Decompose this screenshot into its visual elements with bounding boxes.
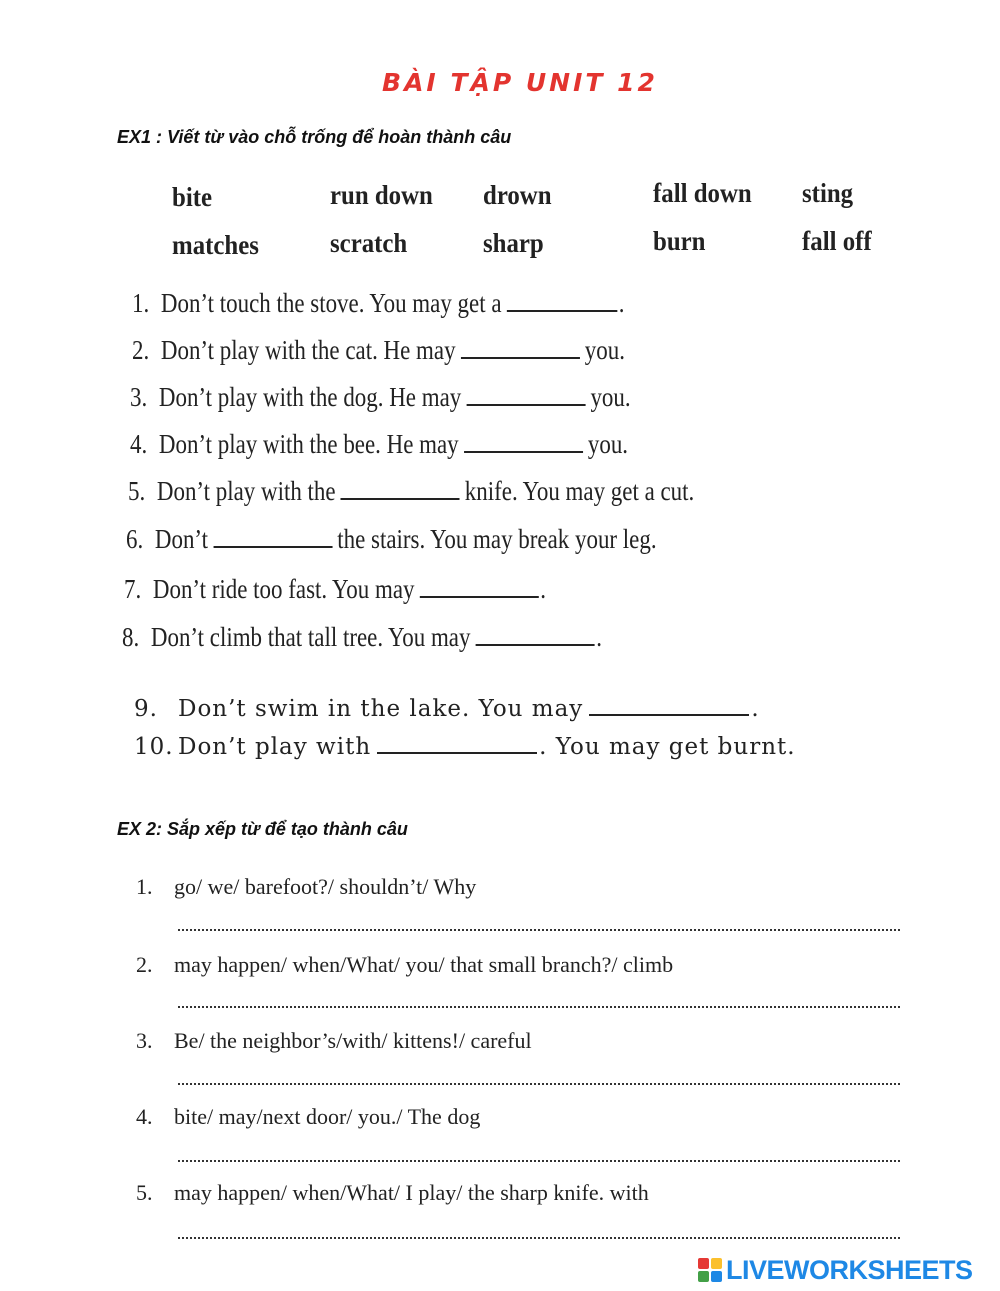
answer-blank[interactable] — [341, 478, 460, 500]
ex1-sentence — [130, 429, 628, 460]
sentence-number: 6. — [126, 524, 144, 554]
sentence-text: Don’t play with — [178, 734, 372, 760]
sentence-number: 10. — [134, 734, 174, 760]
answer-line[interactable] — [178, 1237, 900, 1239]
word-bank-item: fall down — [653, 178, 752, 208]
sentence-number: 2. — [132, 335, 150, 365]
answer-blank[interactable] — [507, 290, 618, 312]
answer-blank[interactable] — [213, 526, 332, 548]
answer-blank[interactable] — [420, 576, 539, 598]
item-number: 5. — [136, 1180, 153, 1205]
answer-blank[interactable] — [461, 337, 580, 359]
item-text: may happen/ when/What/ you/ that small branch?/ climb — [174, 952, 674, 977]
logo-square — [711, 1271, 722, 1282]
sentence-number: 4. — [130, 429, 148, 459]
item-number: 2. — [136, 952, 153, 977]
sentence-text: knife. You may get a cut. — [464, 476, 695, 506]
sentence-number: 8. — [122, 622, 140, 652]
sentence-text: Don’t play with the cat. He may — [160, 335, 456, 365]
word-bank-item: sting — [802, 178, 854, 208]
logo-mark-icon — [698, 1258, 722, 1282]
sentence-text: Don’t play with the — [156, 476, 336, 506]
item-text: Be/ the neighbor’s/with/ kittens!/ careful — [174, 1028, 532, 1053]
sentence-text: . — [618, 288, 625, 318]
ex2-item — [136, 1028, 532, 1054]
word-bank-item: sharp — [483, 228, 544, 258]
answer-line[interactable] — [178, 1083, 900, 1085]
ex1-sentence — [130, 382, 631, 413]
ex1-sentence — [132, 335, 625, 366]
sentence-number: 7. — [124, 574, 142, 604]
item-number: 3. — [136, 1028, 153, 1053]
answer-blank[interactable] — [377, 736, 537, 754]
ex2-item — [136, 874, 476, 900]
item-number: 1. — [136, 874, 153, 899]
answer-line[interactable] — [178, 1006, 900, 1008]
ex1-sentence — [124, 574, 546, 605]
sentence-text: . — [596, 622, 603, 652]
sentence-text: Don’t touch the stove. You may get a — [160, 288, 502, 318]
sentence-text: you. — [584, 335, 625, 365]
logo-text: LIVEWORKSHEETS — [726, 1254, 973, 1285]
answer-blank[interactable] — [466, 384, 585, 406]
ex1-sentence — [126, 524, 657, 555]
ex1-sentence — [132, 288, 625, 319]
ex2-item — [136, 1104, 480, 1130]
sentence-number: 5. — [128, 476, 146, 506]
answer-blank[interactable] — [464, 431, 583, 453]
answer-blank[interactable] — [476, 624, 595, 646]
word-bank-item: drown — [483, 180, 552, 210]
liveworksheets-logo — [698, 1254, 998, 1286]
ex1-sentence — [128, 476, 694, 507]
logo-square — [711, 1258, 722, 1269]
ex2-item — [136, 952, 673, 978]
word-bank-item: fall off — [802, 226, 872, 256]
item-text: bite/ may/next door/ you./ The dog — [174, 1104, 481, 1129]
item-text: go/ we/ barefoot?/ shouldn’t/ Why — [174, 874, 477, 899]
answer-blank[interactable] — [589, 698, 749, 716]
sentence-text: Don’t play with the dog. He may — [158, 382, 462, 412]
sentence-text: you. — [590, 382, 631, 412]
ex1-sentence — [134, 696, 760, 722]
sentence-number: 1. — [132, 288, 150, 318]
word-bank-item: matches — [172, 230, 259, 260]
word-bank-item: burn — [653, 226, 706, 256]
word-bank-item: bite — [172, 182, 213, 212]
sentence-number: 3. — [130, 382, 148, 412]
sentence-text: . — [751, 696, 760, 722]
ex2-heading: EX 2: Sắp xếp từ để tạo thành câu — [117, 819, 408, 839]
logo-square — [698, 1258, 709, 1269]
answer-line[interactable] — [178, 1160, 900, 1162]
ex2-item — [136, 1180, 649, 1206]
answer-line[interactable] — [178, 929, 900, 931]
item-text: may happen/ when/What/ I play/ the sharp knife. with — [174, 1180, 649, 1205]
word-bank-item: run down — [330, 180, 433, 210]
sentence-text: Don’t climb that tall tree. You may — [150, 622, 471, 652]
ex1-sentence — [134, 734, 796, 760]
sentence-text: . — [540, 574, 547, 604]
sentence-text: the stairs. You may break your leg. — [337, 524, 657, 554]
sentence-text: Don’t ride too fast. You may — [152, 574, 415, 604]
ex1-sentence — [122, 622, 602, 653]
word-bank-item: scratch — [330, 228, 408, 258]
sentence-text: . You may get burnt. — [539, 734, 796, 760]
item-number: 4. — [136, 1104, 153, 1129]
sentence-text: Don’t play with the bee. He may — [158, 429, 459, 459]
ex1-heading: EX1 : Viết từ vào chỗ trống để hoàn thành câu — [117, 127, 512, 147]
sentence-text: Don’t — [154, 524, 209, 554]
sentence-text: you. — [587, 429, 629, 459]
logo-square — [698, 1271, 709, 1282]
page-title: BÀI TẬP UNIT 12 — [382, 68, 658, 97]
sentence-number: 9. — [134, 696, 158, 722]
sentence-text: Don’t swim in the lake. You may — [178, 696, 584, 722]
